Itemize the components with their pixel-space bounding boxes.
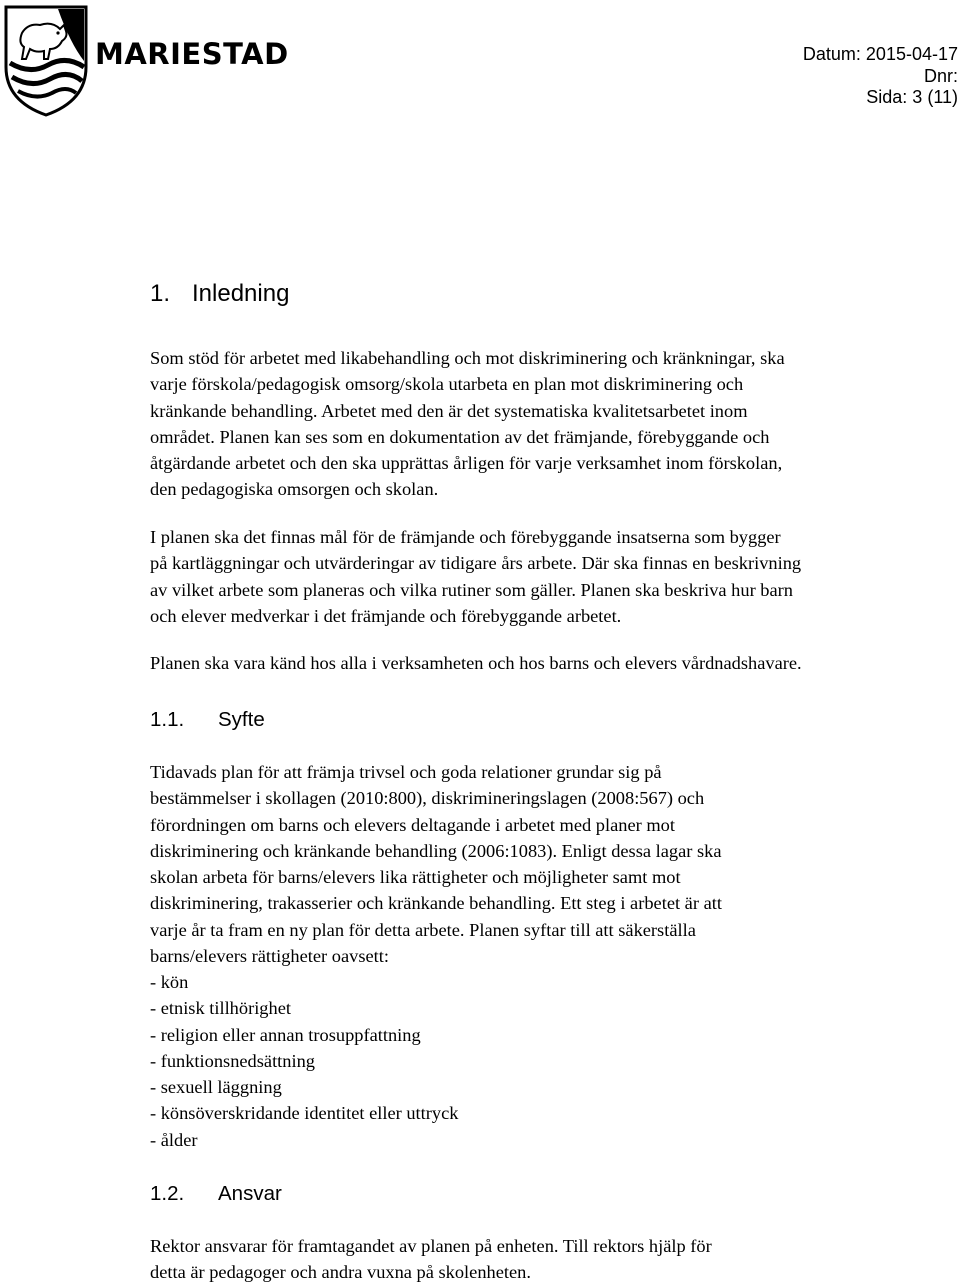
syfte-grounds-list [150, 969, 950, 1153]
heading-number: 1. [150, 280, 171, 307]
heading-syfte [150, 708, 265, 732]
text-line: och elever medverkar i det främjande och förebyggande arbetet. [150, 605, 622, 626]
list-item: - sexuell läggning [150, 1077, 282, 1098]
sida-text: Sida: 3 (11) [866, 87, 958, 107]
list-item: - ålder [150, 1129, 198, 1150]
text-line: förordningen om barns och elevers deltagande i arbetet med planer mot [150, 814, 675, 835]
text-line: av vilket arbete som planeras och vilka rutiner som gäller. Planen ska beskriva hur barn [150, 579, 793, 600]
list-item: - funktionsnedsättning [150, 1050, 315, 1071]
heading-title: Ansvar [218, 1182, 282, 1205]
text-line: bestämmelser i skollagen (2010:800), diskrimineringslagen (2008:567) och [150, 788, 705, 809]
text-line: Tidavads plan för att främja trivsel och goda relationer grundar sig på [150, 762, 662, 782]
datum-text: Datum: 2015-04-17 [802, 44, 958, 64]
text-line: detta är pedagoger och andra vuxna på skolenheten. [150, 1262, 531, 1283]
text-line: området. Planen kan ses som en dokumentation av det främjande, förebyggande och [150, 426, 770, 447]
list-item: - könsöverskridande identitet eller uttryck [150, 1103, 459, 1124]
list-item: - religion eller annan trosuppfattning [150, 1024, 421, 1045]
text-line: skolan arbeta för barns/elevers lika rättigheter och möjligheter samt mot [150, 867, 681, 888]
inledning-paragraph-3 [150, 650, 950, 676]
text-line: barns/elevers rättigheter oavsett: [150, 946, 389, 967]
text-line: I planen ska det finnas mål för de främjande och förebyggande insatserna som bygger [150, 527, 781, 547]
inledning-paragraph-2 [150, 524, 950, 629]
ansvar-paragraph [150, 1233, 950, 1286]
document-meta [803, 44, 958, 109]
text-line: kränkande behandling. Arbetet med den är det systematiska kvalitetsarbetet inom [150, 400, 748, 421]
inledning-paragraph-1 [150, 345, 950, 503]
text-line: åtgärdande arbetet och den ska upprättas årligen för varje verksamhet inom förskolan, [150, 453, 783, 474]
dnr-text: Dnr: [923, 65, 958, 86]
text-line: den pedagogiska omsorgen och skolan. [150, 479, 439, 500]
heading-number: 1.1. [150, 708, 185, 731]
list-item: - kön [150, 972, 189, 992]
heading-title: Syfte [218, 708, 265, 731]
syfte-paragraph [150, 759, 950, 969]
text-line: diskriminering, trakasserier och kränkande behandling. Ett steg i arbetet är att [150, 893, 722, 914]
logo-wordmark: MARIESTAD [95, 37, 289, 71]
text-line: varje år ta fram en ny plan för detta arbete. Planen syftar till att säkerställa [150, 919, 696, 940]
text-line: på kartläggningar och utvärderingar av tidigare års arbete. Där ska finnas en beskrivning [150, 553, 802, 574]
text-line: Rektor ansvarar för framtagandet av planen på enheten. Till rektors hjälp för [150, 1236, 712, 1256]
text-line: Som stöd för arbetet med likabehandling och mot diskriminering och kränkningar, ska [150, 348, 785, 368]
heading-inledning [150, 280, 289, 308]
heading-ansvar [150, 1182, 282, 1206]
heading-number: 1.2. [150, 1182, 185, 1205]
mariestad-logo [0, 3, 289, 118]
coat-of-arms-icon [0, 3, 92, 118]
text-line: varje förskola/pedagogisk omsorg/skola utarbeta en plan mot diskriminering och [150, 374, 744, 395]
text-line: diskriminering och kränkande behandling (2006:1083). Enligt dessa lagar ska [150, 840, 722, 861]
heading-title: Inledning [192, 280, 290, 307]
text-line: Planen ska vara känd hos alla i verksamheten och hos barns och elevers vårdnadshavare. [150, 653, 802, 673]
list-item: - etnisk tillhörighet [150, 998, 291, 1019]
